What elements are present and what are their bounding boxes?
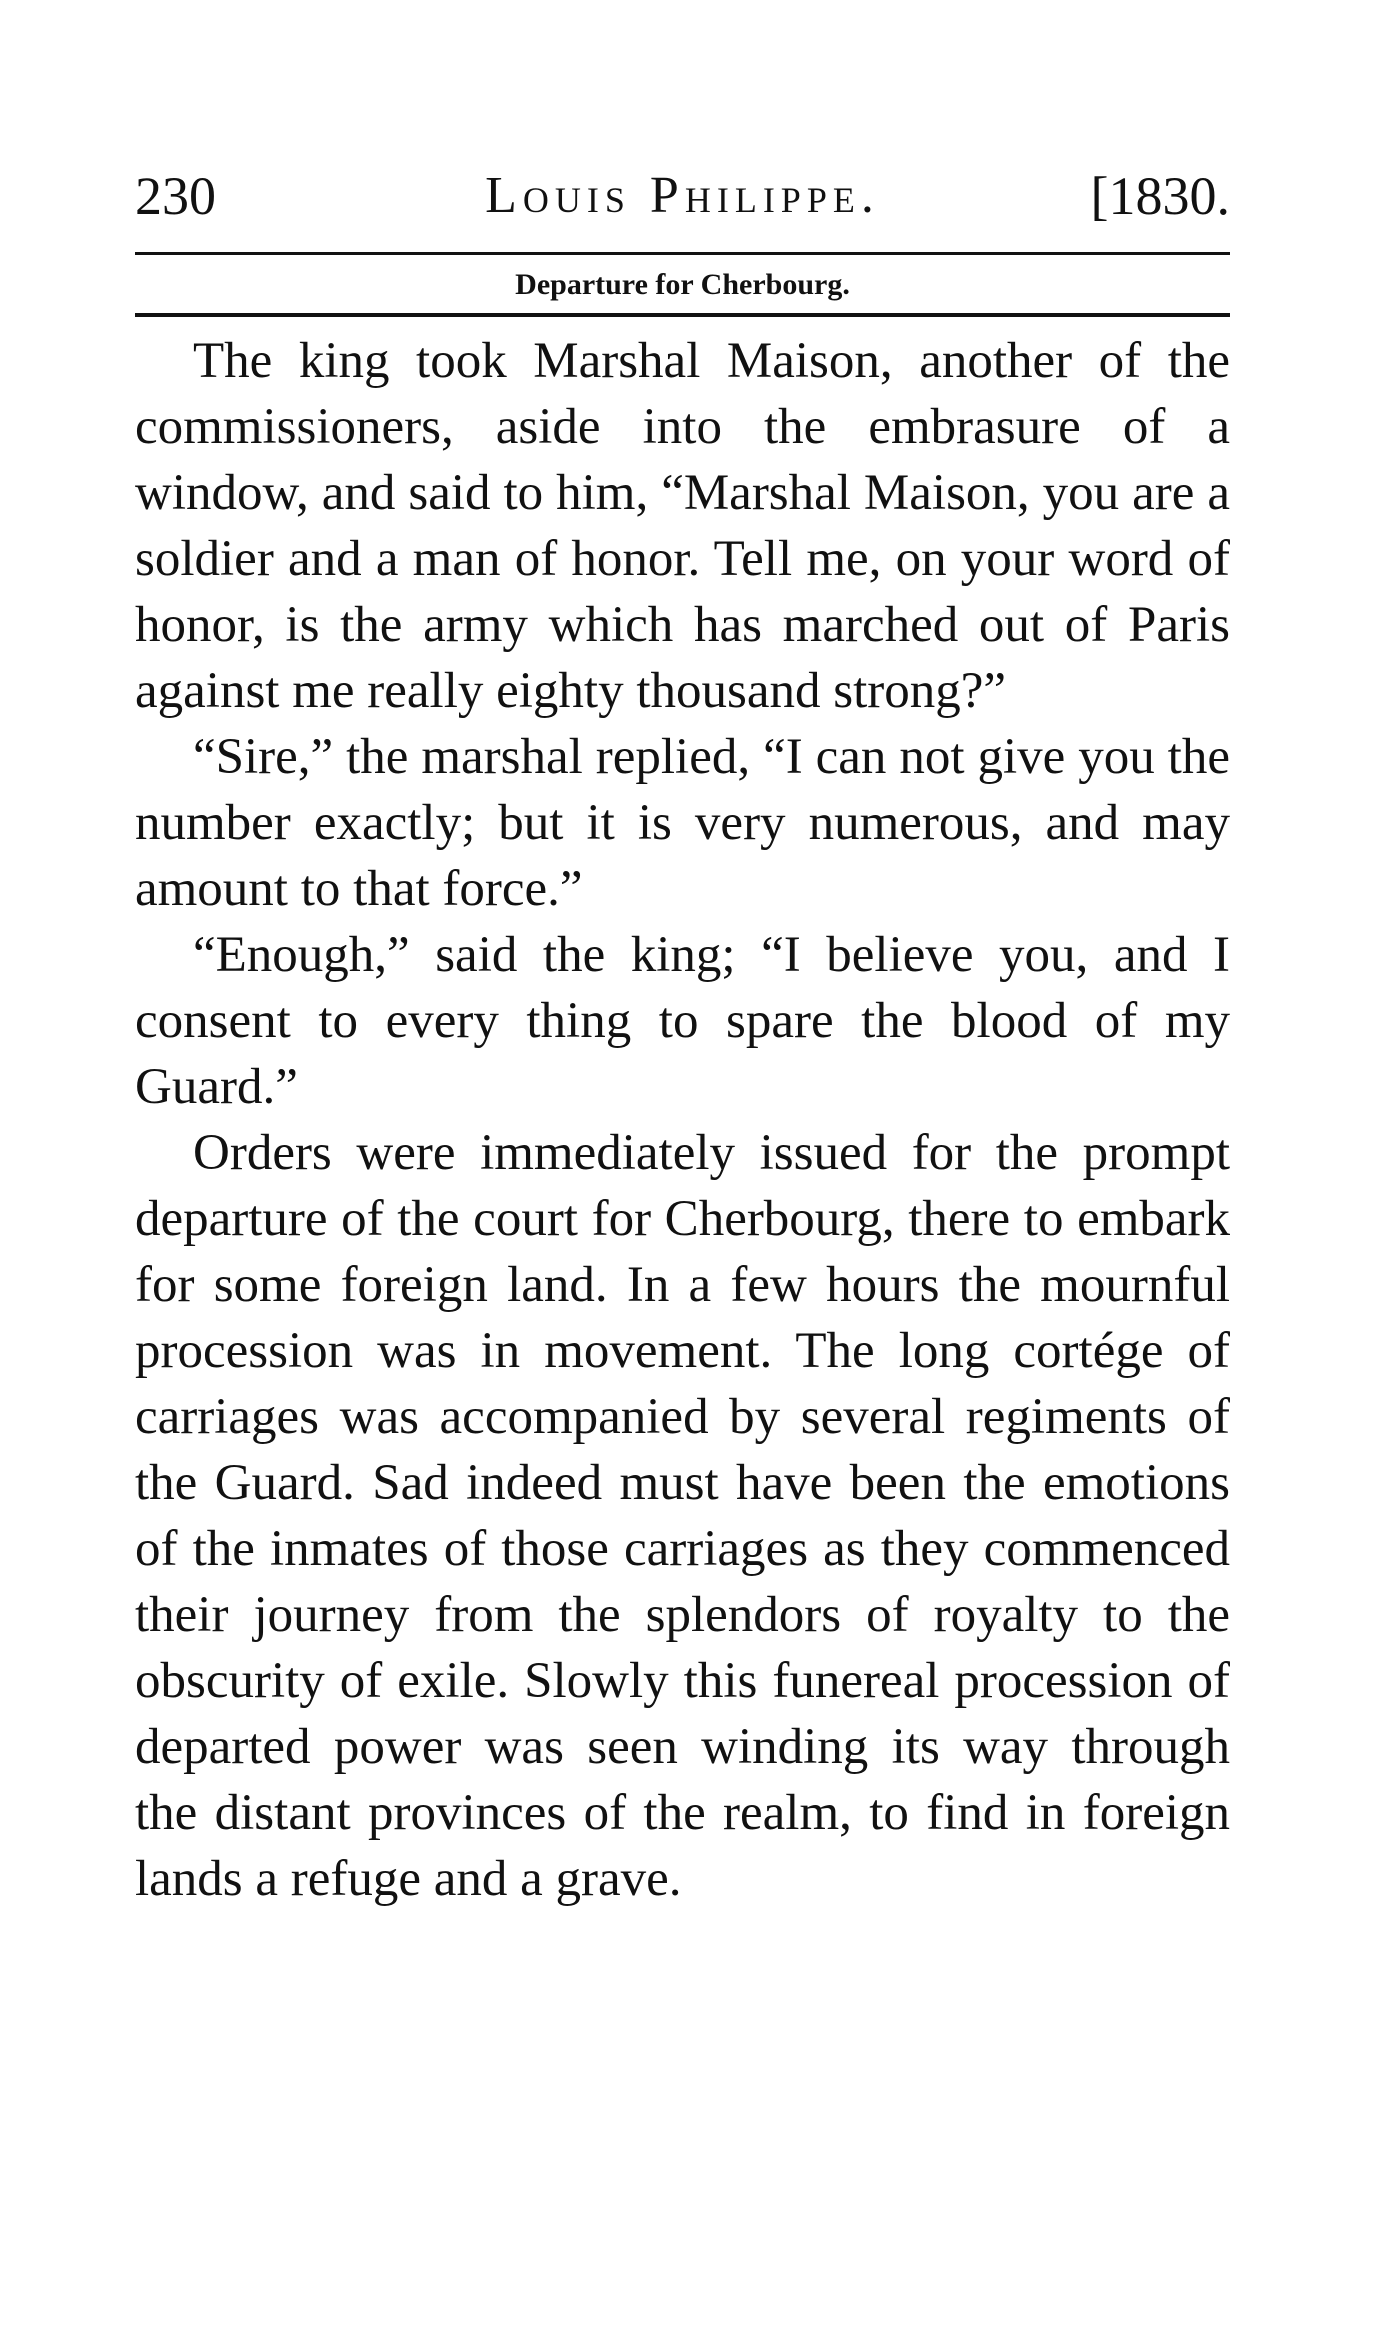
paragraph: The king took Marshal Maison, another of the commissioners, aside into the embrasure of a window, and said to him, “Marshal Maison, you are a soldier and a man of honor. Tell me, on your word of honor, is the army which has marched out of Paris against me really eighty thousand strong?” (135, 333, 1230, 719)
running-head (135, 156, 1230, 236)
book-title: Louis Philippe. (485, 167, 880, 224)
year-marker: [1830. (1090, 166, 1230, 226)
body-text (135, 328, 1230, 1912)
section-heading: Departure for Cherbourg. (515, 268, 850, 301)
header-rule-top (135, 252, 1230, 255)
paragraph: “Sire,” the marshal replied, “I can not give you the number exactly; but it is very numerous, and may amount to that force.” (135, 729, 1230, 917)
header-rule-bottom (135, 313, 1230, 317)
paragraph: Orders were immediately issued for the prompt departure of the court for Cherbourg, there to embark for some foreign land. In a few hours the mournful procession was in movement. The long cortége of carriages was accompanied by several regiments of the Guard. Sad indeed must have been the emotions of the inmates of those carriages as they commenced their journey from the splendors of royalty to the obscurity of exile. Slowly this funereal procession of departed power was seen winding its way through the distant provinces of the realm, to find in foreign lands a refuge and a grave. (135, 1125, 1230, 1907)
page-number: 230 (135, 166, 216, 226)
paragraph: “Enough,” said the king; “I believe you, and I consent to every thing to spare the blood of my Guard.” (135, 927, 1230, 1115)
